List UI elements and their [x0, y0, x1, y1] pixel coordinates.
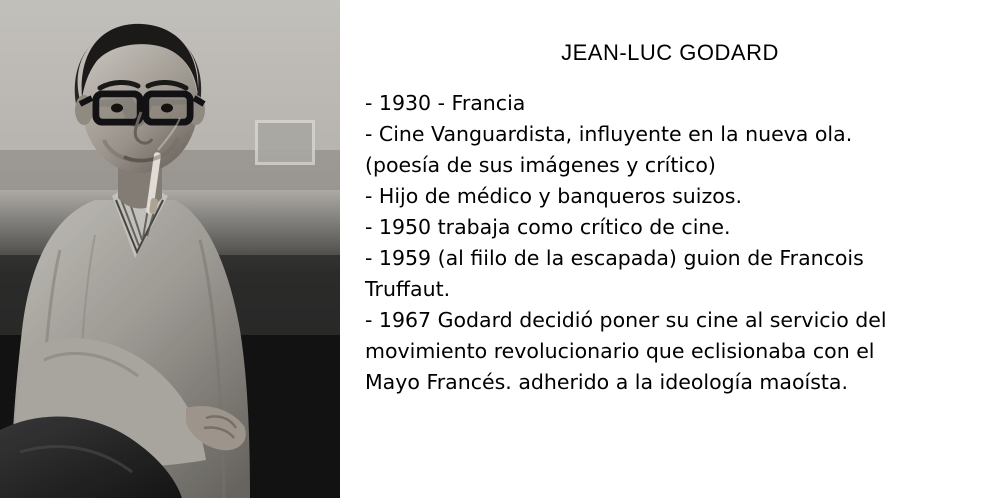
bio-line: - 1967 Godard decidió poner su cine al servicio del	[365, 308, 887, 332]
text-column	[340, 0, 1000, 498]
portrait-illustration	[0, 0, 340, 498]
bio-line: Mayo Francés. adherido a la ideología maoísta.	[365, 370, 849, 394]
bio-line: - 1930 - Francia	[365, 91, 526, 115]
bio-line: - Cine Vanguardista, influyente en la nueva ola.	[365, 122, 853, 146]
jean-luc-godard-portrait-photo	[0, 0, 340, 498]
bio-line: Truffaut.	[365, 277, 451, 301]
bio-line: - 1950 trabaja como crítico de cine.	[365, 215, 731, 239]
page-title: JEAN-LUC GODARD	[561, 40, 779, 65]
bio-line: - 1959 (al fiilo de la escapada) guion de Francois	[365, 246, 864, 270]
bio-line: (poesía de sus imágenes y crítico)	[365, 153, 716, 177]
bio-line: movimiento revolucionario que eclisionaba con el	[365, 339, 875, 363]
biography-text	[365, 88, 980, 398]
bio-line: - Hijo de médico y banqueros suizos.	[365, 184, 742, 208]
